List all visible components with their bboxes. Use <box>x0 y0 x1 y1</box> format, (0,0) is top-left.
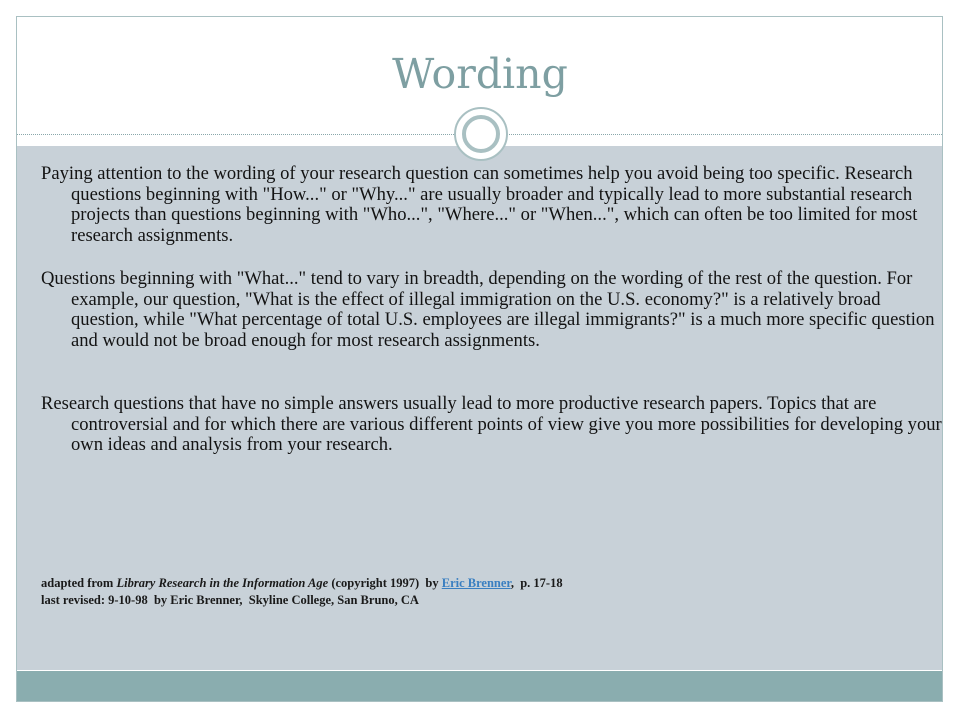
footer-bar <box>17 671 942 701</box>
body-paragraph-2: Questions beginning with "What..." tend to vary in breadth, depending on the wording of the rest of the question. For example, our question, "What is the effect of illegal immigration on the U.S. economy?" is a relatively broad question, while "What percentage of total U.S. employees are illegal immigrants?" is a much more specific question and would not be broad enough for most research assignments. <box>41 268 935 351</box>
credit-line-revised: last revised: 9-10-98 by Eric Brenner, Skyline College, San Bruno, CA <box>41 593 419 607</box>
slide-title: Wording <box>392 50 568 98</box>
body-paragraph-3: Research questions that have no simple answers usually lead to more productive research papers. Topics that are controversial and for which there are various different points of view give you more possibilities for developing your own ideas and analysis from your research. <box>41 393 942 455</box>
credit-suffix: , p. 17-18 <box>510 576 563 590</box>
circle-ornament-icon <box>454 107 508 161</box>
credit-middle: (copyright 1997) by <box>328 576 442 590</box>
circle-ornament-inner <box>462 115 500 153</box>
author-link[interactable]: Eric Brenner <box>441 576 511 590</box>
body-paragraph-1: Paying attention to the wording of your research question can sometimes help you avoid being too specific. Research questions beginning with "How..." or "Why..." are usually broader and typically lead to more substantial research projects than questions beginning with "Who...", "Where..." or "When...", which can often be too limited for most research assignments. <box>41 163 918 246</box>
credit-line-source <box>41 575 563 591</box>
credit-book-title: Library Research in the Information Age <box>116 576 329 590</box>
credit-prefix: adapted from <box>41 576 117 590</box>
